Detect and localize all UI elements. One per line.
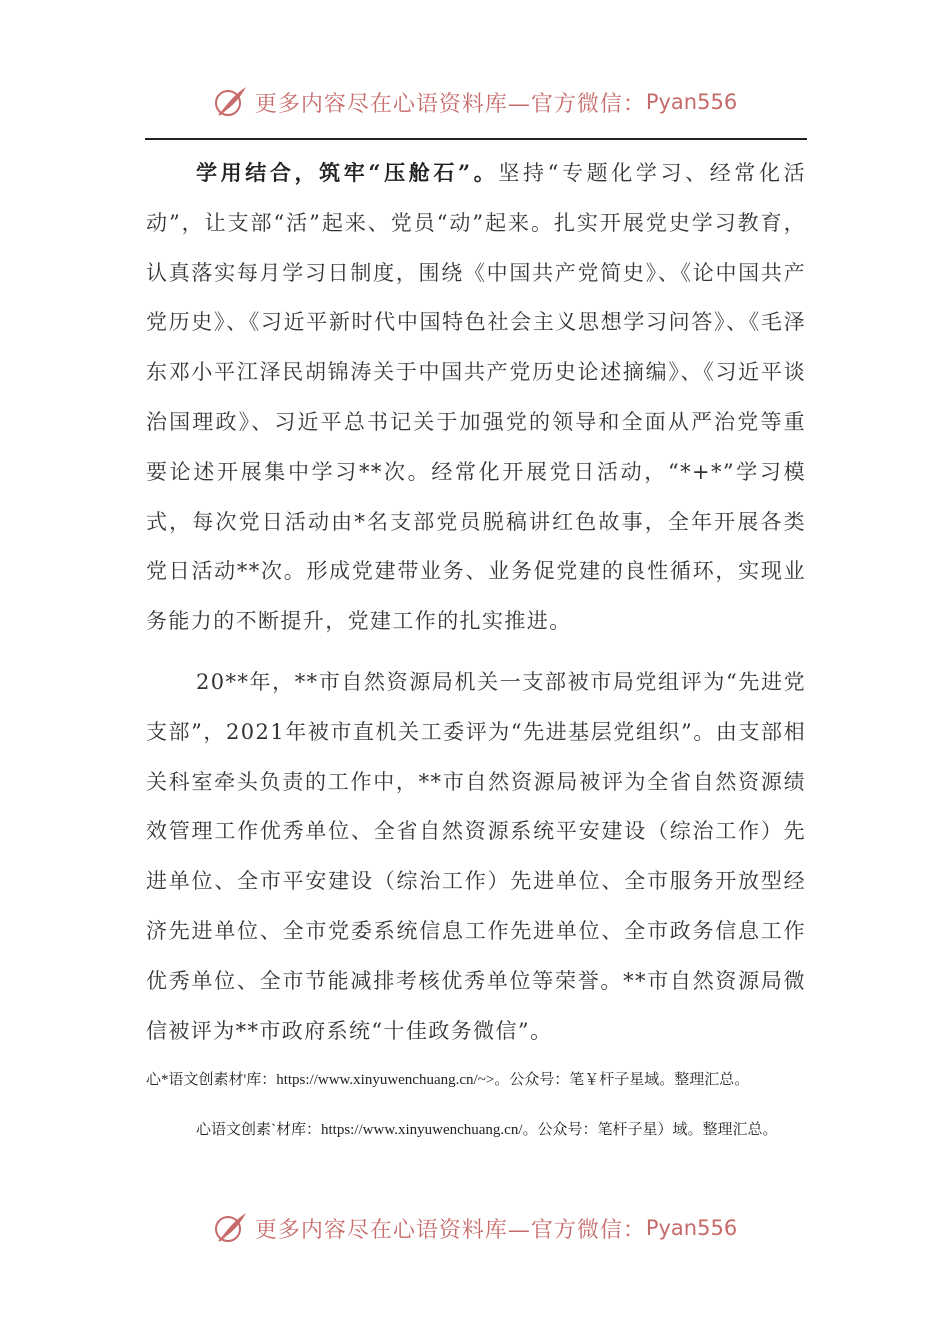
header-banner [0, 82, 950, 122]
header-divider [145, 138, 807, 140]
paragraph-body: 坚持“专题化学习、经常化活动”，让支部“活”起来、党员“动”起来。扎实开展党史学习教育，认真落实每月学习日制度，围绕《中国共产党简史》、《论中国共产党历史》、《习近平新时代中国特色社会主义思想学习问答》、《毛泽东邓小平江泽民胡锦涛关于中国共产党历史论述摘编》、《习近平谈治国理政》、习近平总书记关于加强党的领导和全面从严治党等重要论述开展集中学习**次。经常化开展党日活动，“*+*”学习模式，每次党日活动由*名支部党员脱稿讲红色故事，全年开展各类党日活动**次。形成党建带业务、业务促党建的良性循环，实现业务能力的不断提升，党建工作的扎实推进。 [146, 161, 807, 634]
quill-pen-logo-icon [213, 1210, 249, 1246]
banner-text: 更多内容尽在心语资料库—官方微信： [254, 1217, 646, 1243]
source-note-2: 心语文创素`材库：https://www.xinyuwenchuang.cn/。公众号：笔杆子星）域。整理汇总。 [196, 1122, 778, 1138]
quill-pen-logo-icon [213, 84, 249, 120]
footer-banner [0, 1208, 950, 1248]
paragraph-2: 20**年，**市自然资源局机关一支部被市局党组评为“先进党支部”，2021年被市直机关工委评为“先进基层党组织”。由支部相关科室牵头负责的工作中，**市自然资源局被评为全省自然资源绩效管理工作优秀单位、全省自然资源系统平安建设（综治工作）先进单位、全市平安建设（综治工作）先进单位、全市服务开放型经济先进单位、全市党委系统信息工作先进单位、全市政务信息工作优秀单位、全市节能减排考核优秀单位等荣誉。**市自然资源局微信被评为**市政府系统“十佳政务微信”。 [146, 670, 806, 1043]
paragraph-1 [146, 148, 806, 647]
paragraph-lead: 学用结合，筑牢“压舱石”。 [196, 160, 499, 185]
wechat-id: Pyan556 [645, 90, 738, 114]
banner-text: 更多内容尽在心语资料库—官方微信： [254, 91, 646, 117]
source-note-1: 心*语文创素材'库：https://www.xinyuwenchuang.cn/~>。公众号：笔￥杆子星域。整理汇总。 [146, 1072, 750, 1088]
wechat-id: Pyan556 [645, 1216, 738, 1240]
